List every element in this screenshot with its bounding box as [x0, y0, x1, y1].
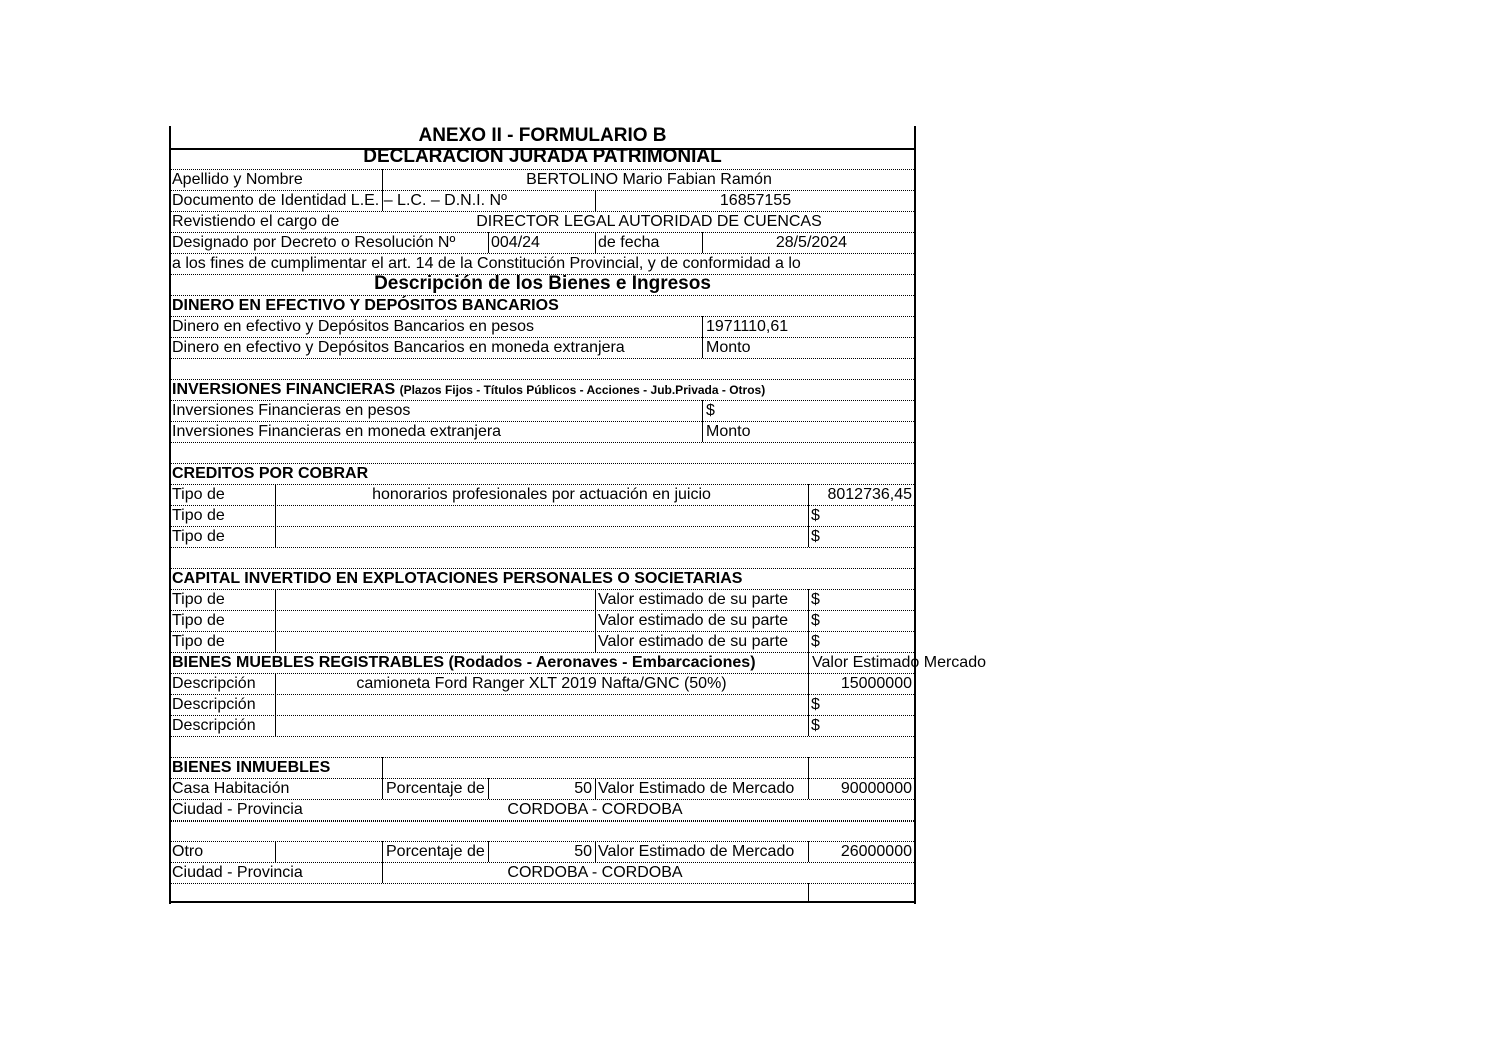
fecha-value: 28/5/2024: [775, 234, 847, 251]
otro-ciudad-value: CORDOBA - CORDOBA: [507, 864, 683, 881]
name-label: Apellido y Nombre: [172, 171, 303, 188]
cargo-value: DIRECTOR LEGAL AUTORIDAD DE CUENCAS: [476, 213, 822, 230]
otro-ciudad-label: Ciudad - Provincia: [172, 864, 303, 881]
decreto-value: 004/24: [491, 234, 540, 251]
mueble-row-desc: camioneta Ford Ranger XLT 2019 Nafta/GNC (50%): [356, 675, 727, 692]
credito-row-value: 8012736,45: [827, 486, 912, 503]
capital-valor-label: Valor estimado de su parte: [598, 612, 789, 629]
casa-porcentaje-value: 50: [574, 780, 592, 797]
capital-row-label: Tipo de: [172, 612, 225, 629]
casa-valor-label: Valor Estimado de Mercado: [598, 780, 795, 797]
otro-label: Otro: [172, 843, 204, 860]
form-right-border: [914, 126, 916, 904]
creditos-section-title: CREDITOS POR COBRAR: [172, 465, 369, 482]
inversiones-pesos-label: Inversiones Financieras en pesos: [172, 402, 411, 419]
dinero-pesos-label: Dinero en efectivo y Depósitos Bancarios en pesos: [172, 318, 534, 335]
mueble-row-label: Descripción: [172, 717, 256, 734]
declaracion-jurada-form: [169, 125, 986, 904]
inversiones-extranjera-label: Inversiones Financieras en moneda extranjera: [172, 423, 502, 440]
document-value: 16857155: [719, 192, 792, 209]
casa-porcentaje-label: Porcentaje de: [386, 780, 485, 797]
capital-valor-label: Valor estimado de su parte: [598, 633, 789, 650]
otro-porcentaje-label: Porcentaje de: [386, 843, 485, 860]
dinero-extranjera-label: Dinero en efectivo y Depósitos Bancarios en moneda extranjera: [172, 339, 625, 356]
cargo-label: Revistiendo el cargo de: [172, 213, 340, 230]
casa-valor-value: 90000000: [840, 780, 912, 797]
capital-row-value: $: [811, 612, 820, 629]
credito-row-value: $: [811, 528, 820, 545]
descripcion-title: Descripción de los Bienes e Ingresos: [374, 273, 711, 294]
casa-label: Casa Habitación: [172, 780, 290, 797]
document-label: Documento de Identidad L.E. – L.C. – D.N.I. Nº: [172, 192, 507, 209]
dinero-pesos-value: 1971110,61: [706, 318, 789, 335]
casa-ciudad-label: Ciudad - Provincia: [172, 801, 303, 818]
capital-row-label: Tipo de: [172, 633, 225, 650]
capital-row-label: Tipo de: [172, 591, 225, 608]
decreto-label: Designado por Decreto o Resolución Nº: [172, 234, 456, 251]
muebles-valor-header: Valor Estimado Mercado: [812, 654, 986, 671]
inversiones-extranjera-value: Monto: [706, 423, 751, 440]
inmuebles-section-title: BIENES INMUEBLES: [172, 759, 331, 776]
dinero-section-title: DINERO EN EFECTIVO Y DEPÓSITOS BANCARIOS: [172, 297, 559, 314]
dinero-extranjera-value: Monto: [706, 339, 751, 356]
inversiones-subtitle: (Plazos Fijos - Títulos Públicos - Acciones - Jub.Privada - Otros): [399, 383, 766, 397]
mueble-row-value: $: [811, 696, 820, 713]
credito-row-label: Tipo de: [172, 507, 225, 524]
mueble-row-value: 15000000: [840, 675, 912, 692]
credito-row-desc: honorarios profesionales por actuación en juicio: [372, 486, 711, 503]
casa-ciudad-value: CORDOBA - CORDOBA: [507, 801, 683, 818]
constitucion-text: a los fines de cumplimentar el art. 14 de la Constitución Provincial, y de conformidad a lo: [172, 255, 801, 272]
mueble-row-label: Descripción: [172, 675, 256, 692]
otro-valor-label: Valor Estimado de Mercado: [598, 843, 795, 860]
form-bottom-border: [169, 901, 916, 903]
inversiones-pesos-value: $: [706, 402, 715, 419]
otro-valor-value: 26000000: [840, 843, 912, 860]
credito-row-label: Tipo de: [172, 486, 225, 503]
capital-row-value: $: [811, 633, 820, 650]
capital-row-value: $: [811, 591, 820, 608]
form-left-border: [169, 126, 171, 904]
anexo-title: ANEXO II - FORMULARIO B: [418, 125, 667, 146]
name-value: BERTOLINO Mario Fabian Ramón: [526, 171, 772, 188]
inversiones-section-title: INVERSIONES FINANCIERAS: [172, 381, 396, 398]
mueble-row-label: Descripción: [172, 696, 256, 713]
inversiones-heading: [172, 380, 765, 400]
credito-row-value: $: [811, 507, 820, 524]
credito-row-label: Tipo de: [172, 528, 225, 545]
capital-section-title: CAPITAL INVERTIDO EN EXPLOTACIONES PERSONALES O SOCIETARIAS: [172, 570, 743, 587]
otro-porcentaje-value: 50: [574, 843, 592, 860]
page-title: DECLARACION JURADA PATRIMONIAL: [363, 146, 722, 167]
fecha-label: de fecha: [598, 234, 660, 251]
mueble-row-value: $: [811, 717, 820, 734]
muebles-section-title: BIENES MUEBLES REGISTRABLES (Rodados - Aeronaves - Embarcaciones): [172, 654, 756, 671]
capital-valor-label: Valor estimado de su parte: [598, 591, 789, 608]
